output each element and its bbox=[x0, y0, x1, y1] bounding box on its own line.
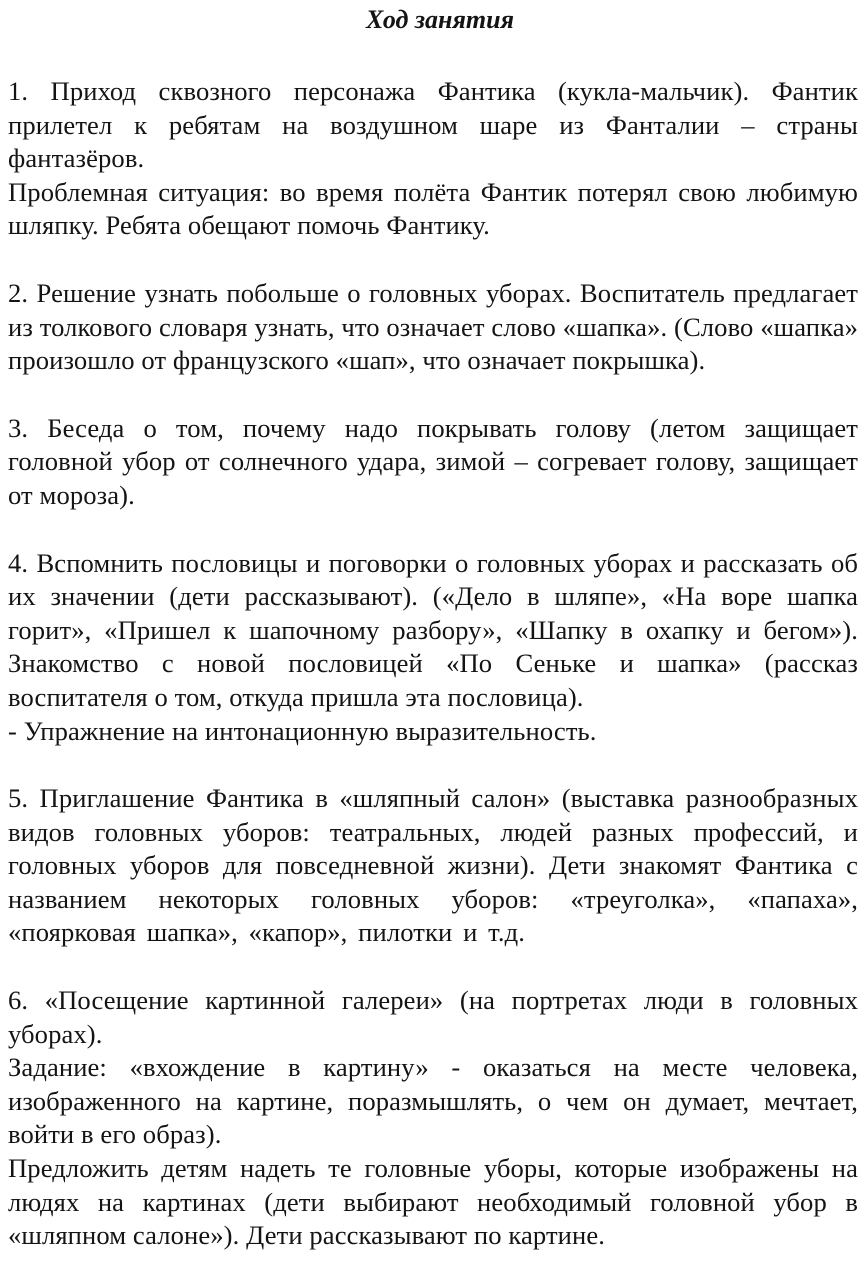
paragraph: 2. Решение узнать побольше о головных уборах. Воспитатель предлагает из толкового словаря узнать, что означает слово «шапка». (Слово «шапка» произошло от французского «шап», что означает покрышка). bbox=[8, 277, 858, 376]
paragraph: Проблемная ситуация: во время полёта Фантик потерял свою любимую шляпку. Ребята обещают помочь Фантику. bbox=[8, 176, 858, 241]
section-1 bbox=[8, 75, 858, 243]
section-2 bbox=[8, 277, 858, 378]
section-6 bbox=[8, 984, 858, 1253]
paragraph: 4. Вспомнить пословицы и поговорки о головных уборах и рассказать об их значении (дети рассказывают). («Дело в шляпе», «На воре шапка горит», «Пришел к шапочному разбору», «Шапку в охапку и бегом»). Знакомство с новой пословицей «По Сеньке и шапка» (рассказ воспитателя о том, откуда пришла эта пословица). bbox=[8, 547, 858, 712]
paragraph: Предложить детям надеть те головные уборы, которые изображены на людях на картинах (дети выбирают необходимый головной убор в «шляпном салоне»). Дети рассказывают по картине. bbox=[8, 1153, 858, 1251]
paragraph: 5. Приглашение Фантика в «шляпный салон» (выставка разнообразных видов головных уборов: театральных, людей разных профессий, и головных уборов для повседневной жизни). Дети знакомят Фантика с названием некоторых головных уборов: «треуголка», «папаха», «поярковая шапка», «капор», пилотки и т.д. bbox=[8, 783, 858, 948]
paragraph: 6. «Посещение картинной галереи» (на портретах люди в головных уборах). bbox=[8, 985, 858, 1049]
paragraph: Задание: «вхождение в картину» - оказаться на месте человека, изображенного на картине, поразмышлять, о чем он думает, мечтает, войти в его образ). bbox=[8, 1052, 858, 1150]
document-page bbox=[8, 0, 858, 1253]
paragraph: - Упражнение на интонационную выразительность. bbox=[8, 715, 597, 746]
paragraph: 3. Беседа о том, почему надо покрывать голову (летом защищает головной убор от солнечного удара, зимой – согревает голову, защищает от мороза). bbox=[8, 412, 858, 510]
section-5 bbox=[8, 782, 858, 950]
paragraph: 1. Приход сквозного персонажа Фантика (кукла-мальчик). Фантик прилетел к ребятам на воздушном шаре из Фанталии – страны фантазёров. bbox=[8, 76, 858, 174]
document-title: Ход занятия bbox=[366, 5, 514, 34]
section-4 bbox=[8, 547, 858, 749]
section-3 bbox=[8, 412, 858, 513]
